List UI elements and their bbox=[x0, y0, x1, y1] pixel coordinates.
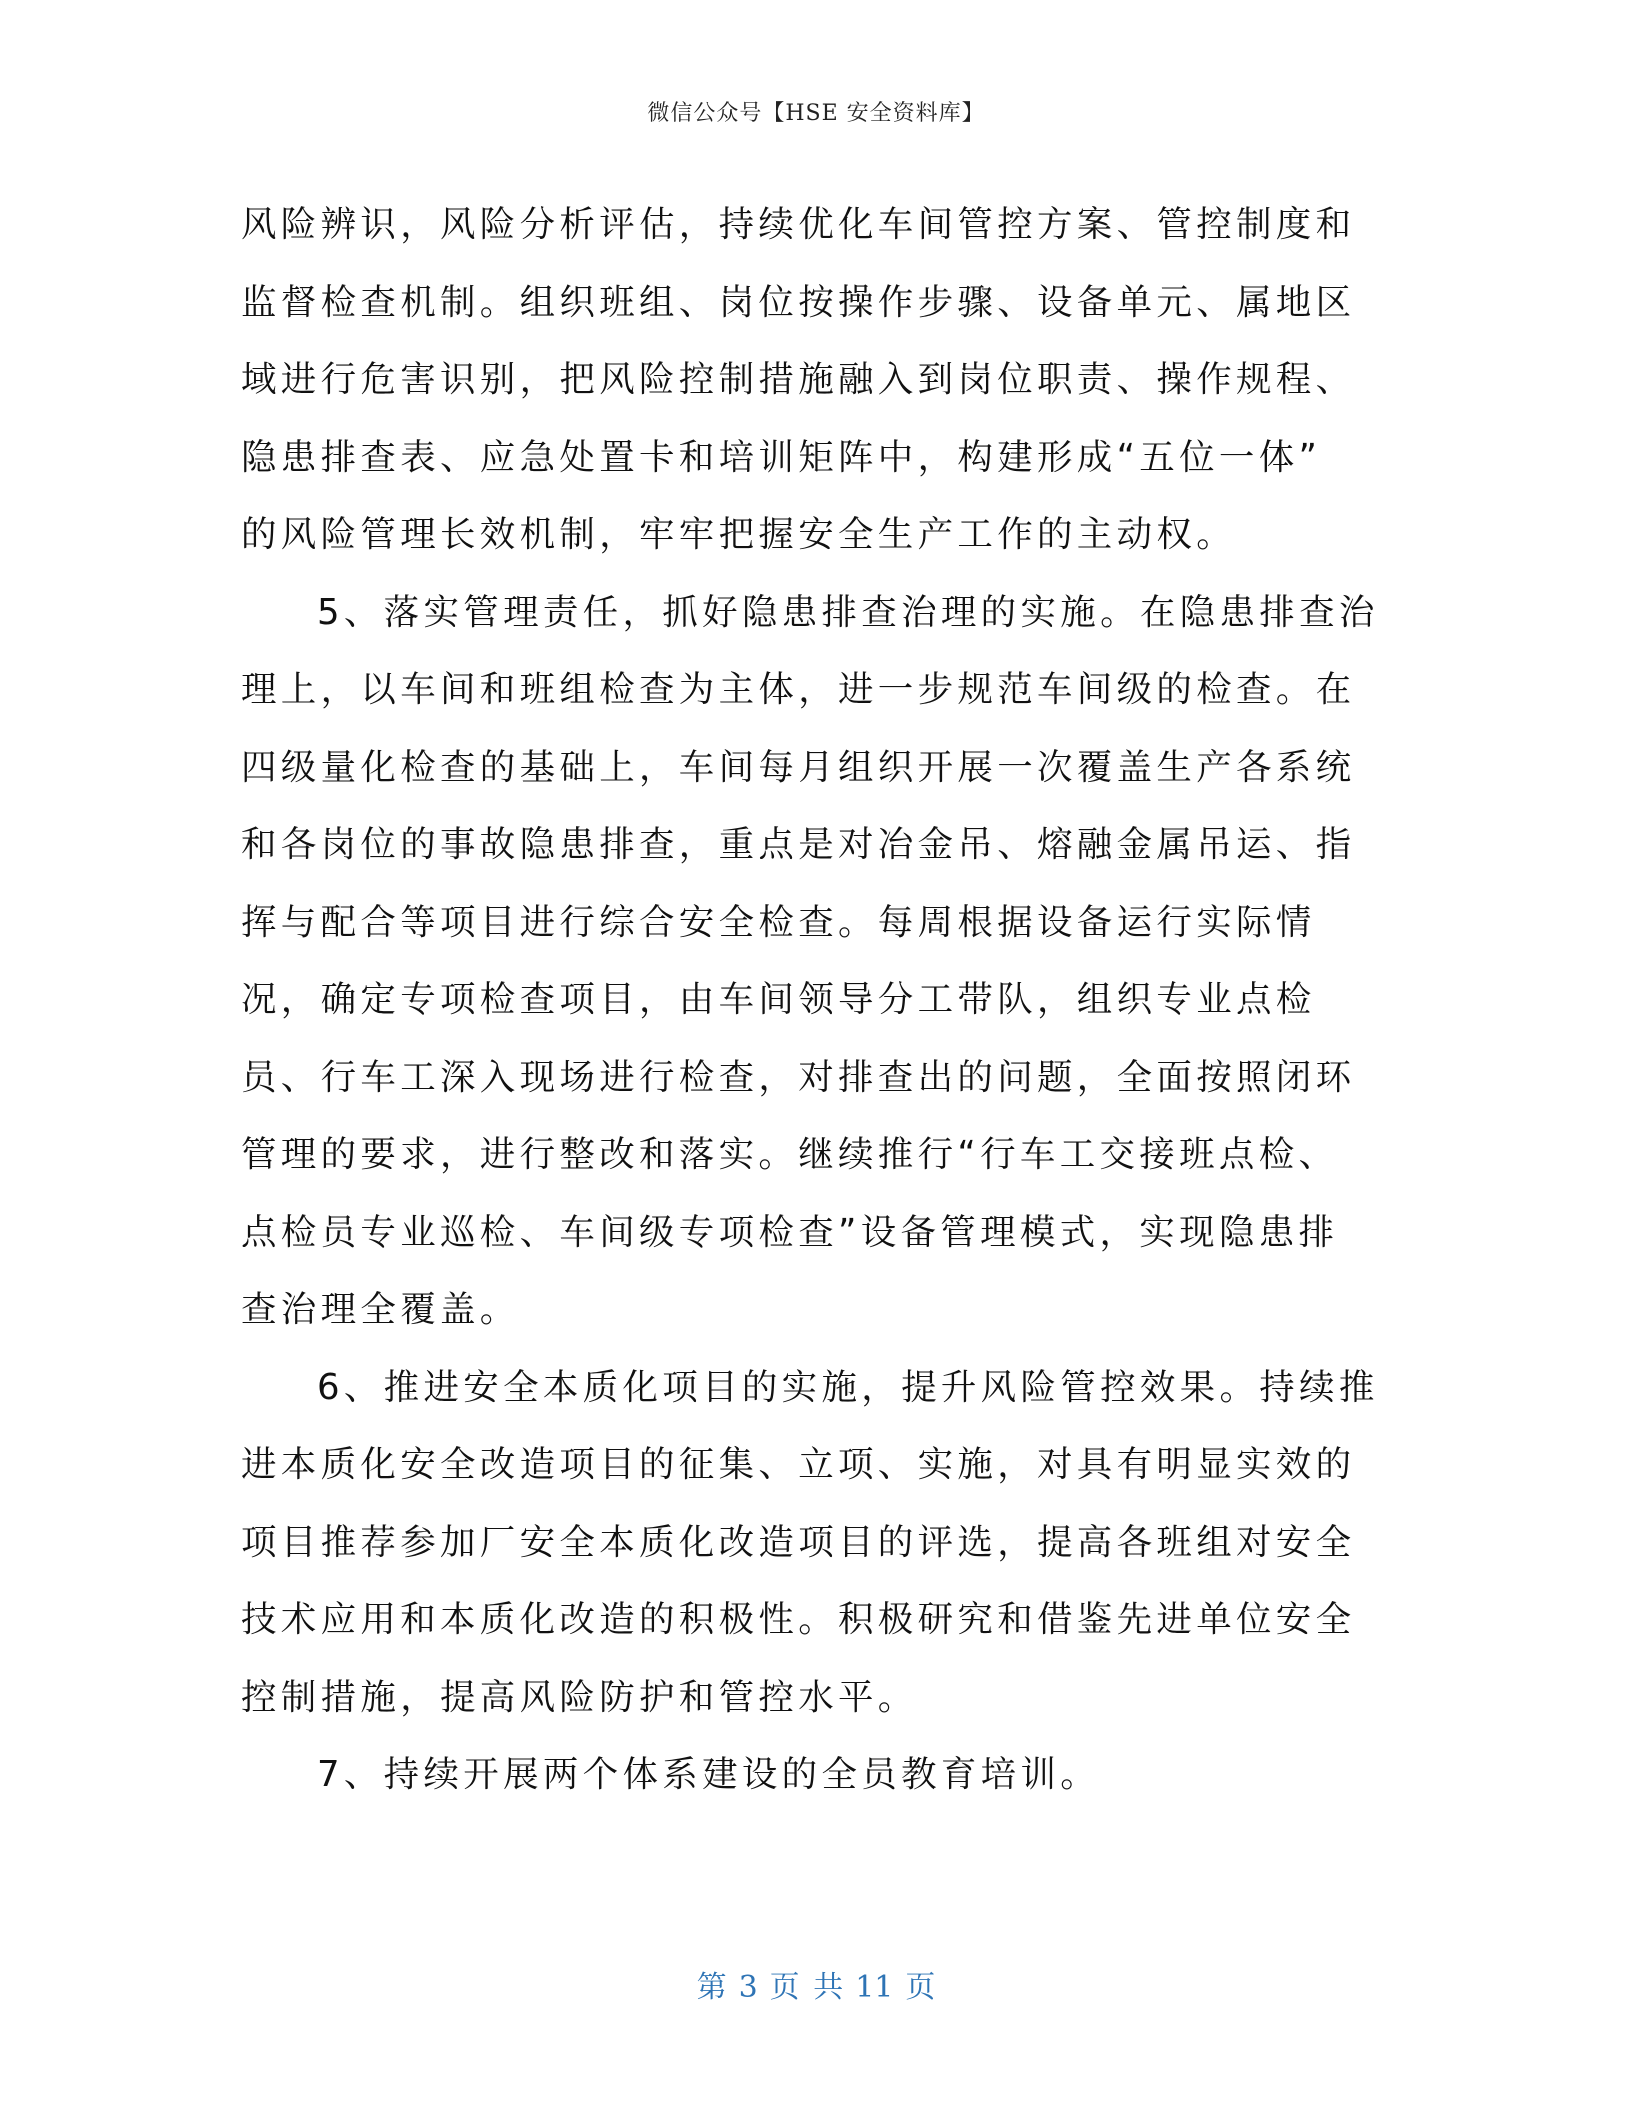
page-footer bbox=[0, 1962, 1632, 2006]
body-line: 四级量化检查的基础上，车间每月组织开展一次覆盖生产各系统 bbox=[241, 746, 1356, 788]
body-line: 挥与配合等项目进行综合安全检查。每周根据设备运行实际情 bbox=[241, 901, 1316, 943]
body-line: 和各岗位的事故隐患排查，重点是对冶金吊、熔融金属吊运、指 bbox=[241, 824, 1356, 865]
body-line: 员、行车工深入现场进行检查，对排查出的问题，全面按照闭环 bbox=[241, 1056, 1356, 1098]
current-page-number: 3 bbox=[738, 1970, 758, 2005]
body-line: 项目推荐参加厂安全本质化改造项目的评选，提高各班组对安全 bbox=[241, 1521, 1356, 1563]
body-line: 理上，以车间和班组检查为主体，进一步规范车间级的检查。在 bbox=[241, 669, 1356, 710]
paragraph-7-start: 7、持续开展两个体系建设的全员教育培训。 bbox=[317, 1754, 1101, 1795]
paragraph-5-start: 5、落实管理责任，抓好隐患排查治理的实施。在隐患排查治 bbox=[317, 591, 1379, 633]
footer-middle: 页 共 bbox=[769, 1970, 844, 2005]
body-line: 的风险管理长效机制，牢牢把握安全生产工作的主动权。 bbox=[241, 514, 1237, 555]
body-line: 技术应用和本质化改造的积极性。积极研究和借鉴先进单位安全 bbox=[241, 1599, 1356, 1640]
body-line: 风险辨识，风险分析评估，持续优化车间管控方案、管控制度和 bbox=[241, 204, 1356, 245]
body-line: 管理的要求，进行整改和落实。继续推行“行车工交接班点检、 bbox=[241, 1134, 1339, 1175]
footer-prefix: 第 bbox=[696, 1970, 727, 2005]
body-line: 控制措施，提高风险防护和管控水平。 bbox=[241, 1676, 918, 1718]
paragraph-6-start: 6、推进安全本质化项目的实施，提升风险管控效果。持续推 bbox=[317, 1366, 1379, 1408]
body-line: 况，确定专项检查项目，由车间领导分工带队，组织专业点检 bbox=[241, 979, 1316, 1020]
body-line: 隐患排查表、应急处置卡和培训矩阵中，构建形成“五位一体” bbox=[241, 436, 1322, 478]
total-page-count: 11 bbox=[855, 1970, 894, 2005]
body-line: 查治理全覆盖。 bbox=[241, 1289, 520, 1330]
body-line: 监督检查机制。组织班组、岗位按操作步骤、设备单元、属地区 bbox=[241, 281, 1356, 323]
document-body bbox=[241, 186, 1391, 1814]
body-line: 进本质化安全改造项目的征集、立项、实施，对具有明显实效的 bbox=[241, 1444, 1356, 1485]
footer-suffix: 页 bbox=[905, 1970, 936, 2005]
page-header: 微信公众号【HSE 安全资料库】 bbox=[647, 101, 985, 126]
body-line: 点检员专业巡检、车间级专项检查”设备管理模式，实现隐患排 bbox=[241, 1211, 1339, 1253]
body-line: 域进行危害识别，把风险控制措施融入到岗位职责、操作规程、 bbox=[241, 359, 1356, 400]
